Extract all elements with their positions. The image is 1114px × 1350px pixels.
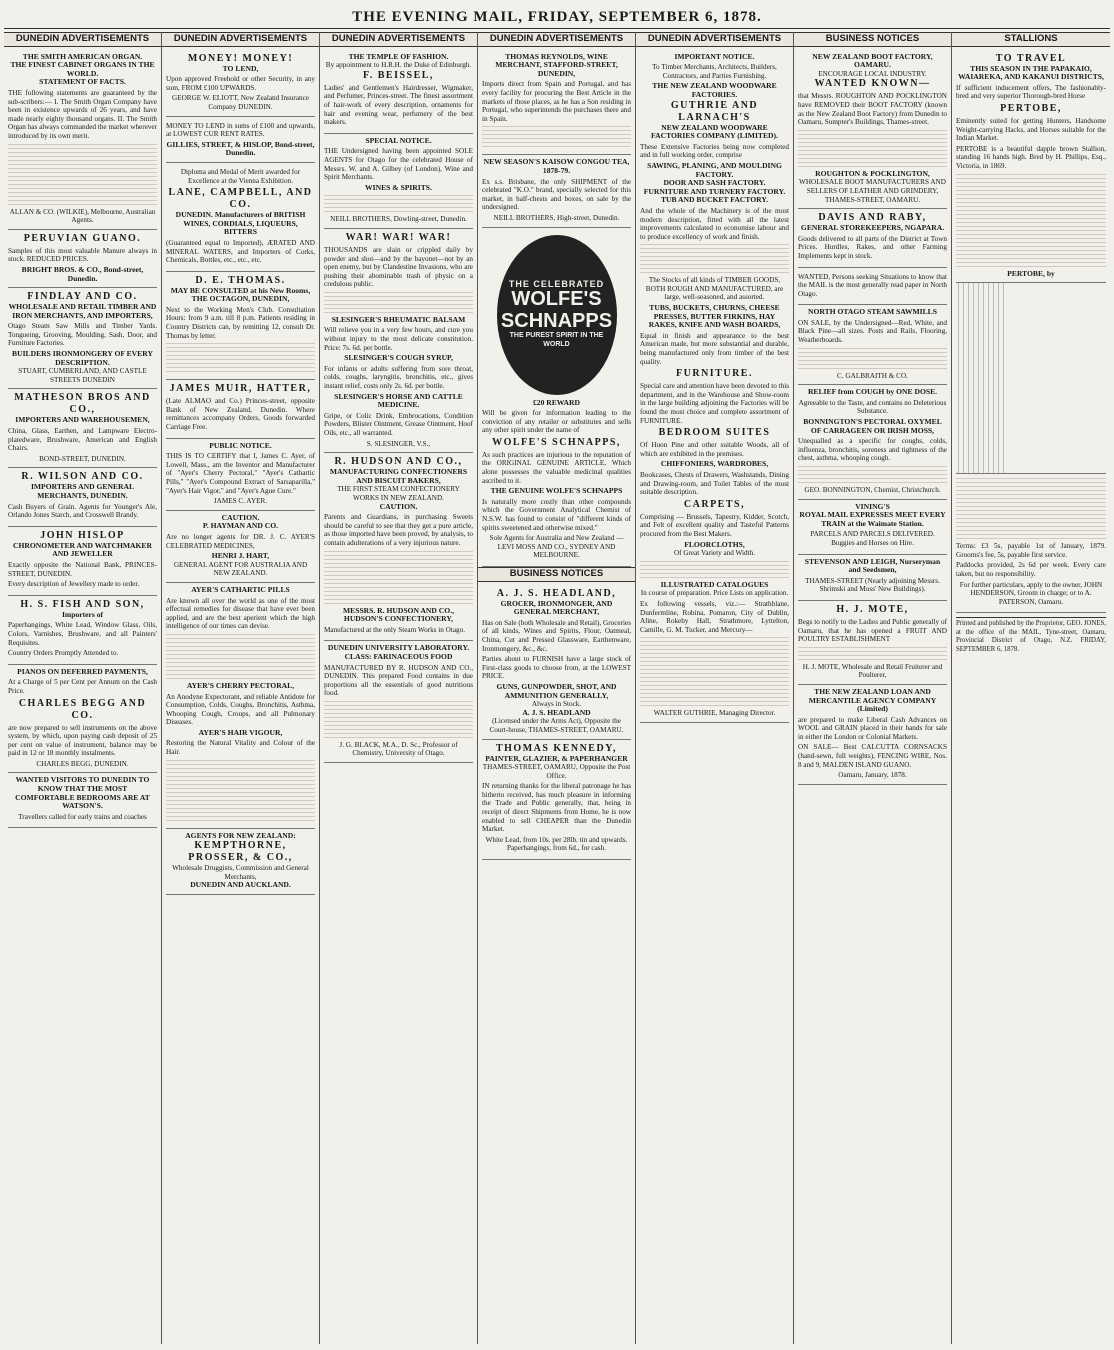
column-heading: DUNEDIN ADVERTISEMENTS (4, 32, 161, 47)
ad-note: White Lead, from 10s. per 28lb. tin and upwards. Paperhangings, from 6d., for cash. (485, 835, 628, 853)
ad-firm: P. HAYMAN AND CO. (202, 521, 279, 531)
ad-title: HUDSON'S CONFECTIONERY, (343, 614, 454, 624)
ad-title: DAVIS AND RABY, (818, 212, 927, 224)
ad-body: An Anodyne Expectorant, and reliable Antidote for Consumption, Colds, Coughs, Bronchitis, Asthma, Whooping Cough, Croups, and all Pulmonary Diseases. (166, 692, 315, 727)
ad-title: FURNITURE. (676, 368, 753, 380)
ad-title: NORTH OTAGO STEAM SAWMILLS (808, 307, 937, 317)
ad-guano (8, 230, 157, 288)
ad-body: Ex s.s. Brisbane, the only SHIPMENT of the celebrated "K.O." brand, specially selected for this market, in half-chests and boxes, on sale by the undersigned. (482, 177, 631, 212)
ad-title: FLOORCLOTHS, (684, 539, 745, 549)
ad-subtitle: MAY BE CONSULTED at his New Rooms, THE OCTAGON, DUNEDIN, (170, 285, 311, 304)
ad-subtitle: CHRONOMETER AND WATCHMAKER AND JEWELLER (13, 540, 152, 559)
ad-body: Manufactured at the only Steam Works in Otago. (324, 625, 466, 634)
ad-title: NEW ZEALAND BOOT FACTORY, OAMARU. (812, 51, 933, 70)
ad-body: WANTED, Persons seeking Situations to know that the MAIL is the most generally read paper in North Otago. (798, 272, 947, 298)
ad-firm: S. SLESINGER, V.S., (366, 439, 431, 448)
schnapps-logo (497, 235, 617, 395)
ad-title: F. BEISSEL, (363, 69, 434, 81)
ad-title: PUBLIC NOTICE. (209, 440, 272, 450)
ad-title: RELIEF from COUGH by ONE DOSE. (807, 387, 938, 397)
ad-title: JAMES MUIR, HATTER, (169, 383, 312, 395)
ad-body: Comprising — Brussels, Tapestry, Kidder, Scotch, and Felt of excellent quality and Tasteful Patterns procured from the Best Makers. (640, 512, 789, 538)
ad-body: Wholesale Druggists, Commission and General Merchants, (172, 864, 309, 881)
logo-text: THE CELEBRATED (508, 278, 605, 289)
ad-title: A. J. S. HEADLAND, (496, 587, 617, 599)
ad-thomas (166, 272, 315, 381)
ad-stevenson (798, 555, 947, 601)
ad-body: MONEY TO LEND in sums of £100 and upwards, at LOWEST CUR RENT RATES. (166, 121, 315, 139)
ad-body: Goods delivered to all parts of the District at Town Prices. Hurdles, Rakes, and other Farming Implements kept in stock. (798, 234, 947, 260)
columns (4, 32, 1110, 1344)
masthead: THE EVENING MAIL, FRIDAY, SEPTEMBER 6, 1878. (4, 6, 1110, 29)
column-1 (4, 32, 162, 1344)
ad-firm: NEILL BROTHERS, High-street, Dunedin. (493, 213, 620, 222)
ad-nz-loan (798, 685, 947, 785)
ad-special-notice (324, 134, 473, 229)
ad-caution (166, 511, 315, 583)
column-heading: BUSINESS NOTICES (794, 32, 951, 47)
ad-mote (798, 601, 947, 685)
ad-body: THOUSANDS are slain or crippled daily by powder and shot—and by the bayonet—not by an open enemy, but by Clandestine Invasions, who are pushing their abominable trash of physic on a credulous public. (324, 245, 473, 289)
ad-body: Ladies' and Gentlemen's Hairdresser, Wigmaker, and Perfumer, Princes-street. The finest assortment of hair-work of every description, ornaments for hair and evening wear, perfumery of the best makers. (324, 83, 473, 127)
ad-title: D. E. THOMAS. (195, 274, 286, 286)
ad-title: H. S. FISH AND SON, (20, 598, 145, 610)
pedigree-table (956, 282, 1106, 474)
ad-title: H. J. MOTE, (836, 603, 909, 615)
ad-body: THE following statements are guaranteed by the sub-scribers:— I. The Smith Organ Company have been in existence upwards of 26 years, and have made nearly eighty thousand organs. II. The Smith Organ has always commanded the market wherever introduced by its own merit. (8, 88, 157, 140)
ad-body: Will relieve you in a very few hours, and cure you without injury to the most delicate constitution. Price: 7s. 6d. per bottle. (324, 326, 473, 352)
ad-body: Begs to notify to the Ladies and Public generally of Oamaru, that he has opened a FRUIT AND POULTRY ESTABLISHMENT (798, 617, 947, 644)
ad-title: AYER'S CATHARTIC PILLS (191, 584, 290, 594)
ad-title: THE SMITH AMERICAN ORGAN. (22, 51, 143, 61)
ad-title: WANTED KNOWN— (814, 78, 931, 90)
ad-subtitle: By appointment to H.R.H. the Duke of Edinburgh. (325, 61, 472, 70)
ad-body: are now prepared to sell instruments on the above system, by which, upon paying cash deposit of 25 per cent on value of instrument, balance may be paid in 12 or 18 monthly instalments. (8, 723, 157, 758)
ad-body: Always in Stock. (531, 700, 582, 709)
ad-body: THE FIRST STEAM CONFECTIONERY WORKS IN NEW ZEALAND. (337, 485, 460, 502)
ad-title: THOMAS REYNOLDS, WINE MERCHANT, STAFFORD-STREET, DUNEDIN, (495, 51, 618, 78)
ad-body: Ex following vessels, viz.:— Strathblane, Dunfermline, Robina, Pomaron, City of Dublin, Aline, Rokeby Hall, Strathmore, Lyttelton, Camille, G. M. Tucker, and Mercury— (640, 599, 789, 634)
ad-body: Has on Sale (both Wholesale and Retail), Groceries of all kinds, Wines and Spirits, Flour, Oatmeal, China, Cut and Pressed Glassware, Earthenware, Ironmongery, &c., &c. (482, 618, 631, 653)
ad-title: DUNEDIN UNIVERSITY LABORATORY. (327, 643, 470, 653)
ad-war (324, 229, 473, 453)
ad-address: BOND-STREET, DUNEDIN. (39, 454, 126, 463)
ad-body: that Messrs. ROUGHTON AND POCKLINGTON have REMOVED their BOOT FACTORY (known as the New Zealand Boot Factory) from Dunedin to Oamaru, Sumpter's Buildings, Thames-street. (798, 92, 947, 127)
ad-body: China, Glass, Earthen, and Lampware Electro-platedware, Brushware, American and English Chairs. (8, 427, 157, 453)
ad-firm: GEO. BONNINGTON, Chemist, Christchurch. (804, 486, 941, 494)
ad-address: (Licensed under the Arms Act), Opposite the Court-house, THAMES-STREET, OAMARU. (489, 717, 624, 734)
ad-pianos (8, 665, 157, 774)
ad-subtitle: TO LEND, (222, 63, 259, 73)
ad-signature: WALTER GUTHRIE, Managing Director. (653, 709, 776, 718)
column-heading: DUNEDIN ADVERTISEMENTS (478, 32, 635, 47)
ad-title: LANE, CAMPBELL, AND CO. (168, 187, 313, 211)
ad-title: THE NEW ZEALAND WOODWARE FACTORIES. (652, 81, 777, 99)
ad-title: JOHN HISLOP (40, 529, 125, 541)
ad-note: Diploma and Medal of Merit awarded for Excellence at the Vienna Exhibition. (180, 167, 301, 185)
ad-title: TUB AND BUCKET FACTORY. (660, 195, 769, 205)
ad-body: Cash Buyers of Grain. Agents for Younger's Ale, Orlando Jones Starch, and Crosswell Brandy. (8, 502, 157, 520)
ad-subtitle: GROCER, IRONMONGER, AND GENERAL MERCHANT, (500, 598, 613, 617)
ad-body: Special care and attention have been devoted to this department, and in the Warehouse and Show-room in the large building adjoining the Factories will be found the most choice and complete assortment of FURNITURE. (640, 382, 789, 425)
ad-body: Samples of this most valuable Manure always in stock. REDUCED PRICES. (8, 246, 157, 264)
ad-title: CAUTION. (379, 501, 418, 511)
ad-wanted (798, 268, 947, 306)
ad-title: WANTED VISITORS TO DUNEDIN TO KNOW THAT THE MOST COMFORTABLE BEDROOMS ARE AT WATSON'S. (15, 775, 150, 811)
ad-matheson (8, 389, 157, 468)
ad-subtitle: ROYAL MAIL EXPRESSES MEET EVERY TRAIN at the Waimate Station. (799, 510, 946, 528)
ad-title: MONEY! MONEY! (187, 52, 294, 64)
column-heading: STALLIONS (952, 32, 1110, 47)
ad-body: THAMES-STREET (Nearly adjoining Messrs. Shrimski and Moss' New Buildings). (805, 576, 940, 594)
column-5 (636, 32, 794, 1344)
ad-body: Bookcases, Chests of Drawers, Washstands, Dining and Drawing-room, and Toilet Tables of the most suitable description. (640, 470, 789, 497)
ad-note: Travellers called for early trains and coaches (18, 812, 147, 821)
ad-body: Gripe, or Colic Drink, Embrocations, Condition Powders, Blister Ointment, Grease Ointment, Hoof Oils, etc., all warranted. (324, 411, 473, 437)
ad-firm: Sole Agents for Australia and New Zealand — LEVI MOSS AND CO., SYDNEY AND MELBOURNE. (489, 534, 624, 560)
ad-body: Paperhangings, White Lead, Window Glass, Oils, Colors, Varnishes, Brushware, and all Painters' Requisites. (8, 621, 157, 647)
ad-body: These Extensive Factories being now completed and in full working order, comprise (640, 142, 789, 160)
ad-agents (166, 829, 315, 895)
ad-body: Upon approved Freehold or other Security, in any sum, FROM £100 UPWARDS. (166, 75, 315, 92)
ad-title: CARPETS, (683, 498, 746, 510)
ad-body: The Stocks of all kinds of TIMBER GOODS, BOTH ROUGH AND MANUFACTURED, are large, well-seasoned, and assorted. (645, 276, 784, 302)
ad-body: Are known all over the world as one of the most effectual remedies for disease that have ever been applied, and are the best aperient which the high intelligence of our times can devise. (166, 596, 315, 631)
ad-title: IMPORTANT NOTICE. (674, 51, 755, 61)
ad-address: DUNEDIN AND AUCKLAND. (190, 880, 291, 890)
ad-title: ILLUSTRATED CATALOGUES (660, 579, 769, 589)
ad-subtitle: THIS SEASON IN THE PAPAKAIO, WAIAREKA, AND KAKANUI DISTRICTS, (958, 63, 1104, 82)
ad-title: PERTOBE, (1000, 102, 1062, 114)
ad-body: Imports direct from Spain and Portugal, and has every facility for procuring the Best Article in the markets of those places, as he has a Son residing in Portugal, who superintends the purchases there and in Spain. (482, 80, 631, 123)
ad-subtitle: WHOLESALE AND RETAIL TIMBER AND IRON MERCHANTS, AND IMPORTERS, (8, 302, 157, 320)
ad-body: Of Huon Pine and other suitable Woods, all of which are exhibited in the premises. (640, 441, 789, 458)
ad-subtitle: GENERAL AGENT FOR AUSTRALIA AND NEW ZEALAND. (173, 560, 308, 578)
ad-title: BEDROOM SUITES (658, 427, 771, 439)
ad-fish (8, 596, 157, 665)
ad-firm: ROUGHTON & POCKLINGTON, (815, 168, 930, 178)
ad-firm: H. J. MOTE, Wholesale and Retail Fruiterer and Poulterer, (802, 662, 943, 680)
column-heading: DUNEDIN ADVERTISEMENTS (162, 32, 319, 47)
ad-watson (8, 773, 157, 828)
section-heading: BUSINESS NOTICES (478, 567, 635, 582)
ad-headland (482, 585, 631, 740)
ad-body: And the whole of the Machinery is of the most modern description, fitted with all the latest improvements calculated to economise labour and to produce excellency of work and finish. (640, 206, 789, 241)
imprint-date: FRIDAY, SEPTEMBER 6, 1878. (956, 637, 1106, 654)
ad-body: (Late ALMAO and Co.) Princes-street, opposite Bank of New Zealand, Dunedin. Where remittances accompany Orders, Goods forwarded Carriage Free. (166, 397, 315, 432)
ad-body: Agreeable to the Taste, and contains no Deleterious Substance. (798, 398, 947, 416)
column-2 (162, 32, 320, 1344)
ad-subtitle: DUNEDIN. Manufacturers of BRITISH WINES, CORDIALS, LIQUEURS, BITTERS (175, 210, 306, 237)
ad-signature: JAMES C. AYER. (213, 497, 268, 506)
ad-guthrie-larnach (640, 50, 789, 723)
ad-title: AYER'S CHERRY PECTORAL, (186, 680, 295, 690)
ad-body: Will be given for information leading to the conviction of any retailer or substitutes and sells any other spirit under the name of (482, 409, 631, 435)
ad-title: £20 REWARD (532, 397, 581, 407)
ad-firm: GILLIES, STREET, & HISLOP, Bond-street, Dunedin. (166, 139, 315, 158)
ad-subtitle: IMPORTERS AND GENERAL MERCHANTS, DUNEDIN. (30, 482, 135, 500)
ad-body: ON SALE— Best CALCUTTA CORNSACKS (hand-sewn, full weights), FENCING WIRE, Nos. 8 and 9, MALDEN ISLAND GUANO. (798, 743, 947, 769)
ad-body: are prepared to make Liberal Cash Advances on WOOL and GRAIN placed in their hands for sale in either the London or Colonial Markets. (798, 715, 947, 741)
ad-body: Paddocks provided, 2s 6d per week. Every care taken, but no responsibility. (956, 561, 1106, 578)
ad-body: IN returning thanks for the liberal patronage he has hitherto received, has much pleasure in informing the Trade and Public generally, that, being in receipt of direct Shipments from Home, he is now enabled to sell CHEAPER than the Dunedin Market. (482, 782, 631, 834)
ad-signature: J. G. BLACK, M.A., D. Sc., Professor of Chemistry, University of Otago. (339, 740, 458, 758)
ad-body: PERTOBE is a beautiful dapple brown Stallion, standing 16 hands high. Bred by H. Phillips, Esq., Victoria, in 1869. (956, 144, 1106, 170)
ad-body: Eminently suited for getting Hunters, Handsome Weight-carrying Hacks, and Horses suitable for the Indian Market. (956, 116, 1106, 143)
ad-body: Is naturally more costly than other compounds which the Government Analytical Chemist of N.S.W. has found to consist of "different kinds of spirits sweetened and otherwise mixed." (482, 497, 631, 532)
ad-muir (166, 380, 315, 438)
ad-firm: KEMPTHORNE, PROSSER, & CO., (188, 840, 293, 864)
ad-title: DOOR AND SASH FACTORY. (663, 178, 766, 188)
ad-wolfes-schnapps (482, 228, 631, 568)
ad-title: THOMAS KENNEDY, (495, 742, 618, 754)
ad-body: Parents and Guardians, in purchasing Sweets should be careful to see that they get a pure article, as those imported have been proved, by analysis, to contain adulterations of a very injurious nature. (324, 513, 473, 547)
ad-body: (Guaranteed equal to Imported), ÆRATED AND MINERAL WATERS, and Importers of Corks, Chemicals, Bottles, etc., etc., etc. (166, 238, 315, 265)
ad-title: SAWING, PLANING, AND MOULDING FACTORY. (647, 160, 782, 179)
ad-firm: GEORGE W. ELIOTT, New Zealand Insurance Company DUNEDIN. (172, 94, 309, 111)
ad-sawmills (798, 305, 947, 385)
ad-firm: ALLAN & CO. (WILKIE), Melbourne, Australian Agents. (9, 207, 156, 225)
ad-body: THIS IS TO CERTIFY that I, James C. Ayer, of Lowell, Mass., am the Inventor and Manufacturer of "Ayer's Cherry Pectoral," "Ayer's Cathartic Pills," "Ayer's Compound Extract of Sarsaparilla," "Ayer's Hair Vigor," and "Ayer's Ague Cure." (166, 452, 315, 495)
ad-kaisow-tea (482, 155, 631, 227)
ad-title: CHIFFONIERS, WARDROBES, (660, 459, 769, 469)
ad-body: If sufficient inducement offers, The fashionably-bred and very superior Thorough-bred Horse (956, 83, 1106, 101)
ad-body: Equal in finish and appearance to the best American made, but more substantial and durable, being manufactured only from timber of the best quality. (640, 331, 789, 366)
ad-note: Every description of Jewellery made to order. (8, 580, 140, 589)
ad-firm: CHARLES BEGG, DUNEDIN. (36, 759, 129, 768)
column-3 (320, 32, 478, 1344)
ad-title: WINES & SPIRITS. (365, 182, 432, 192)
ad-title: BONNINGTON'S PECTORAL OXYMEL OF CARRAGEEN OR IRISH MOSS, (803, 417, 942, 435)
ad-address: THAMES-STREET, OAMARU, Opposite the Post Office. (482, 763, 631, 780)
ad-findlay (8, 288, 157, 389)
logo-text: THE PUREST SPIRIT IN THE WORLD (509, 332, 604, 348)
ad-title: PERTOBE, by (1007, 268, 1055, 278)
logo-text: WOLFE'S SCHNAPPS (500, 288, 613, 333)
ad-money (166, 50, 315, 117)
ad-title: TO TRAVEL (995, 52, 1067, 64)
ad-title: AGENTS FOR NEW ZEALAND: (185, 830, 296, 840)
ad-subtitle: PAINTER, GLAZIER, & PAPERHANGER (485, 753, 628, 763)
ad-date: Oamaru, January, 1878. (838, 771, 907, 780)
ad-subtitle: STATEMENT OF FACTS. (39, 77, 126, 87)
ad-subtitle: THE FINEST CABINET ORGANS IN THE WORLD. (10, 60, 155, 78)
ad-title: FINDLAY AND CO. (27, 291, 138, 303)
ad-pertobe (956, 50, 1106, 614)
column-heading: DUNEDIN ADVERTISEMENTS (320, 32, 477, 47)
ad-body: Exactly opposite the National Bank, PRINCES-STREET, DUNEDIN. (8, 560, 157, 578)
ad-subtitle: Importers of (61, 609, 104, 619)
ad-firm: NEILL BROTHERS, Dowling-street, Dunedin. (330, 215, 467, 224)
ad-smith-organ (8, 50, 157, 230)
ad-wilson (8, 468, 157, 526)
ad-firm: C. GALBRAITH & CO. (837, 371, 908, 380)
ad-boot-factory (798, 50, 947, 210)
ad-university-lab (324, 641, 473, 763)
ad-hudson (324, 453, 473, 641)
ad-ayers-pills (166, 583, 315, 829)
ad-title: MATHESON BROS AND CO., (14, 392, 151, 416)
ad-subtitle: ENCOURAGE LOCAL INDUSTRY. (818, 69, 927, 78)
ad-body: To Timber Merchants, Architects, Builders, Contractors, and Parties Furnishing. (652, 63, 777, 80)
ad-firm: BRIGHT BROS. & CO., Bond-street, Dunedin. (21, 264, 144, 283)
ad-body: Are no longer agents for DR. J. C. AYER'S CELEBRATED MEDICINES, (166, 532, 315, 550)
ad-title: THE TEMPLE OF FASHION. (348, 51, 449, 61)
ad-body: Otago Steam Saw Mills and Timber Yards. Tongueing, Grooving, Moulding, Sash, Door, and Furniture Factories. (8, 322, 157, 348)
ad-reynolds (482, 50, 631, 156)
ad-body: At a Charge of 5 per Cent per Annum on the Cash Price. (8, 678, 157, 695)
ad-title: VINING'S (855, 501, 890, 511)
column-7 (952, 32, 1110, 1344)
ad-title: WAR! WAR! WAR! (345, 231, 452, 243)
ad-body: THE Undersigned having been appointed SOLE AGENTS for Otago for the celebrated House of Messrs. W. and A. Gilbey (of London), Wine and Spirit Merchants. (324, 147, 473, 182)
ad-body: Restoring the Natural Vitality and Colour of the Hair. (166, 739, 315, 757)
ad-subtitle: GENERAL STOREKEEPERS, NGAPARA. (800, 223, 945, 233)
ad-subtitle: CLASS: FARINACEOUS FOOD (344, 651, 453, 661)
column-heading: DUNEDIN ADVERTISEMENTS (636, 32, 793, 47)
ad-body: In course of preparation. Price Lists on application. (640, 589, 789, 598)
ad-title: TUBS, BUCKETS, CHURNS, CHEESE PRESSES, BUTTER FIRKINS, HAY RAKES, KNIFE AND WASH BOARDS, (648, 303, 781, 330)
ad-body: Of Great Variety and Width. (673, 549, 756, 558)
ad-subtitle: IMPORTERS AND WAREHOUSEMEN, (15, 415, 150, 425)
imprint (956, 617, 1106, 654)
ad-title: STEVENSON AND LEIGH, Nurseryman and Seedsmen, (804, 556, 941, 575)
ad-title: THE NEW ZEALAND LOAN AND MERCANTILE AGENCY COMPANY (Limited) (808, 686, 937, 714)
ad-title: SLESINGER'S RHEUMATIC BALSAM (331, 314, 466, 324)
ad-davis-raby (798, 209, 947, 267)
ad-title: PERUVIAN GUANO. (23, 232, 142, 244)
imprint-text: Printed and published by the Proprietor, GEO. JONES, at the office of the MAIL, Tyne-street, Oamaru, Provincial District of Otago, N.Z. (956, 620, 1106, 645)
ad-temple-fashion (324, 50, 473, 134)
ad-title: CAUTION. (221, 512, 260, 522)
ad-title: GUNS, GUNPOWDER, SHOT, AND AMMUNITION GENERALLY, (496, 681, 617, 700)
ad-title: CHARLES BEGG AND CO. (18, 697, 147, 721)
ad-public-notice (166, 439, 315, 511)
ad-body: Terms: £3 5s, payable 1st of January, 1879. Grooms's fee, 5s, payable first service. (956, 542, 1106, 559)
ad-firm: MESSRS. R. HUDSON AND CO., (343, 605, 454, 615)
ad-address: STUART, CUMBERLAND, AND CASTLE STREETS DUNEDIN (18, 367, 147, 384)
ad-body: ON SALE, by the Undersigned—Red, White, and Black Pine—all sizes. Posts and Rails, Flooring, Weatherboards. (798, 318, 947, 345)
ad-body: Unequalled as a specific for coughs, colds, influenza, bronchitis, soreness and tightness of the chest, asthma, whooping cough. (798, 437, 947, 463)
ad-body: As such practices are injurious to the reputation of the ORIGINAL GENUINE ARTICLE, Which alone possesses the valuable medicinal qualities ascribed to it. (482, 450, 631, 485)
ad-body: For further particulars, apply to the owner, JOHN HENDERSON, Groom in charge; or to A. PATERSON, Oamaru. (959, 580, 1103, 606)
ad-note: Country Orders Promptly Attended to. (8, 649, 119, 658)
ad-title: SPECIAL NOTICE. (365, 135, 432, 145)
ad-note: Parties about to FURNISH have a large stock of First-class goods to choose from, at the LOWEST PRICE. (482, 655, 631, 681)
ad-title: PIANOS ON DEFERRED PAYMENTS, (17, 666, 148, 676)
column-4 (478, 32, 636, 1344)
ad-title: FURNITURE AND TURNERY FACTORY. (643, 186, 786, 196)
ad-subtitle: NEW ZEALAND WOODWARE FACTORIES COMPANY (LIMITED). (651, 122, 778, 141)
ad-body: PARCELS AND PARCELS DELIVERED. Buggies and Horses on Hire. (810, 530, 935, 547)
ad-title: R. HUDSON AND CO., (334, 456, 463, 468)
ad-body: MANUFACTURED BY R. HUDSON AND CO., DUNEDIN. This prepared Food contains in due proportions all the essentials of good nutritious food. (324, 663, 473, 698)
ad-subtitle: BUILDERS IRONMONGERY OF EVERY DESCRIPTION. (12, 349, 153, 367)
ad-title: NEW SEASON'S KAISOW CONGOU TEA, 1878-79. (483, 157, 630, 175)
ad-firm: A. J. S. HEADLAND (522, 707, 591, 717)
ad-title: THE GENUINE WOLFE'S SCHNAPPS (490, 486, 623, 496)
ad-title: AYER'S HAIR VIGOUR, (198, 727, 283, 737)
ad-money-lend (166, 117, 315, 163)
ad-lane-campbell (166, 163, 315, 272)
ad-title: SLESINGER'S COUGH SYRUP, (344, 353, 453, 363)
ad-hislop (8, 527, 157, 596)
ad-subtitle: WHOLESALE BOOT MANUFACTURERS AND SELLERS OF LEATHER AND GRINDERY, THAMES-STREET, OAMARU. (799, 178, 946, 204)
ad-bonnington (798, 385, 947, 499)
ad-title: HENRI J. HART, (211, 551, 270, 561)
ad-body: For infants or adults suffering from sore throat, colds, coughs, laryngitis, bronchitis, etc., gives instant relief, costs only 2s. 6d. per bottle. (324, 364, 473, 391)
ad-title: R. WILSON AND CO. (21, 471, 144, 483)
ad-title: WOLFE'S SCHNAPPS, (492, 436, 621, 448)
ad-subtitle: MANUFACTURING CONFECTIONERS AND BISCUIT BAKERS, (329, 467, 468, 485)
ad-vining (798, 500, 947, 555)
ad-title: SLESINGER'S HORSE AND CATTLE MEDICINE. (334, 391, 463, 410)
ad-kennedy (482, 740, 631, 861)
column-6 (794, 32, 952, 1344)
ad-title: GUTHRIE AND LARNACH'S (670, 99, 759, 123)
ad-body: Next to the Working Men's Club. Consultation Hours: from 9 a.m. till 8 p.m. Patients residing in Country Districts can, by remitting 12, consult Dr. Thomas by letter. (166, 305, 315, 340)
